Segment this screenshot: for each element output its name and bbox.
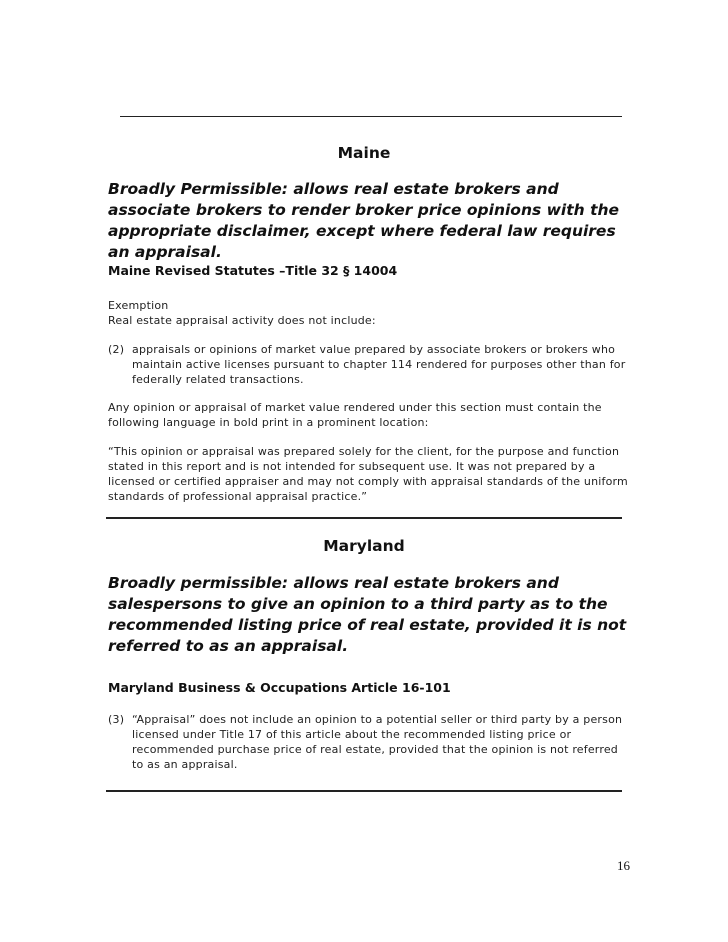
maryland-item-number: (3) (108, 713, 125, 726)
maine-disclaimer: “This opinion or appraisal was prepared solely for the client, for the purpose and function stated in this report and is not intended for subsequent use. It was not prepared by a licensed or certified appraiser and may not comply with appraisal standards of the uniform standards of professional appraisal practice.” (108, 445, 628, 503)
maine-title: Maine (337, 144, 391, 162)
maine-item-number: (2) (108, 343, 125, 356)
maine-statute: Maine Revised Statutes –Title 32 § 14004 (108, 263, 398, 278)
top-divider (120, 116, 622, 117)
maine-exemption-text: Real estate appraisal activity does not include: (108, 314, 376, 327)
maryland-item-text: “Appraisal” does not include an opinion to a potential seller or third party by a person licensed under Title 17 of this article about the recommended listing price or recommended purchase price of real estate, provided that the opinion is not referred to as an appraisal. (132, 713, 623, 771)
maine-summary: Broadly Permissible: allows real estate brokers and associate brokers to render broker price opinions with the appropriate disclaimer, except where federal law requires an appraisal. (108, 180, 620, 261)
maryland-title: Maryland (323, 537, 405, 555)
maine-item-text: appraisals or opinions of market value prepared by associate brokers or brokers who maintain active licenses pursuant to chapter 114 rendered for purposes other than for federally related transactions. (132, 343, 626, 386)
bottom-divider (106, 790, 622, 792)
maryland-list-item (108, 712, 628, 772)
maine-exemption-heading: Exemption (108, 299, 169, 312)
maine-requirement: Any opinion or appraisal of market value rendered under this section must contain the following language in bold print in a prominent location: (108, 401, 602, 429)
maine-list-item (108, 342, 628, 387)
section-divider (106, 517, 622, 519)
maryland-summary: Broadly permissible: allows real estate brokers and salespersons to give an opinion to a third party as to the recommended listing price of real estate, provided it is not referred to as an appraisal. (108, 574, 627, 655)
page-number: 16 (617, 858, 630, 873)
maryland-statute: Maryland Business & Occupations Article 16-101 (108, 680, 451, 695)
